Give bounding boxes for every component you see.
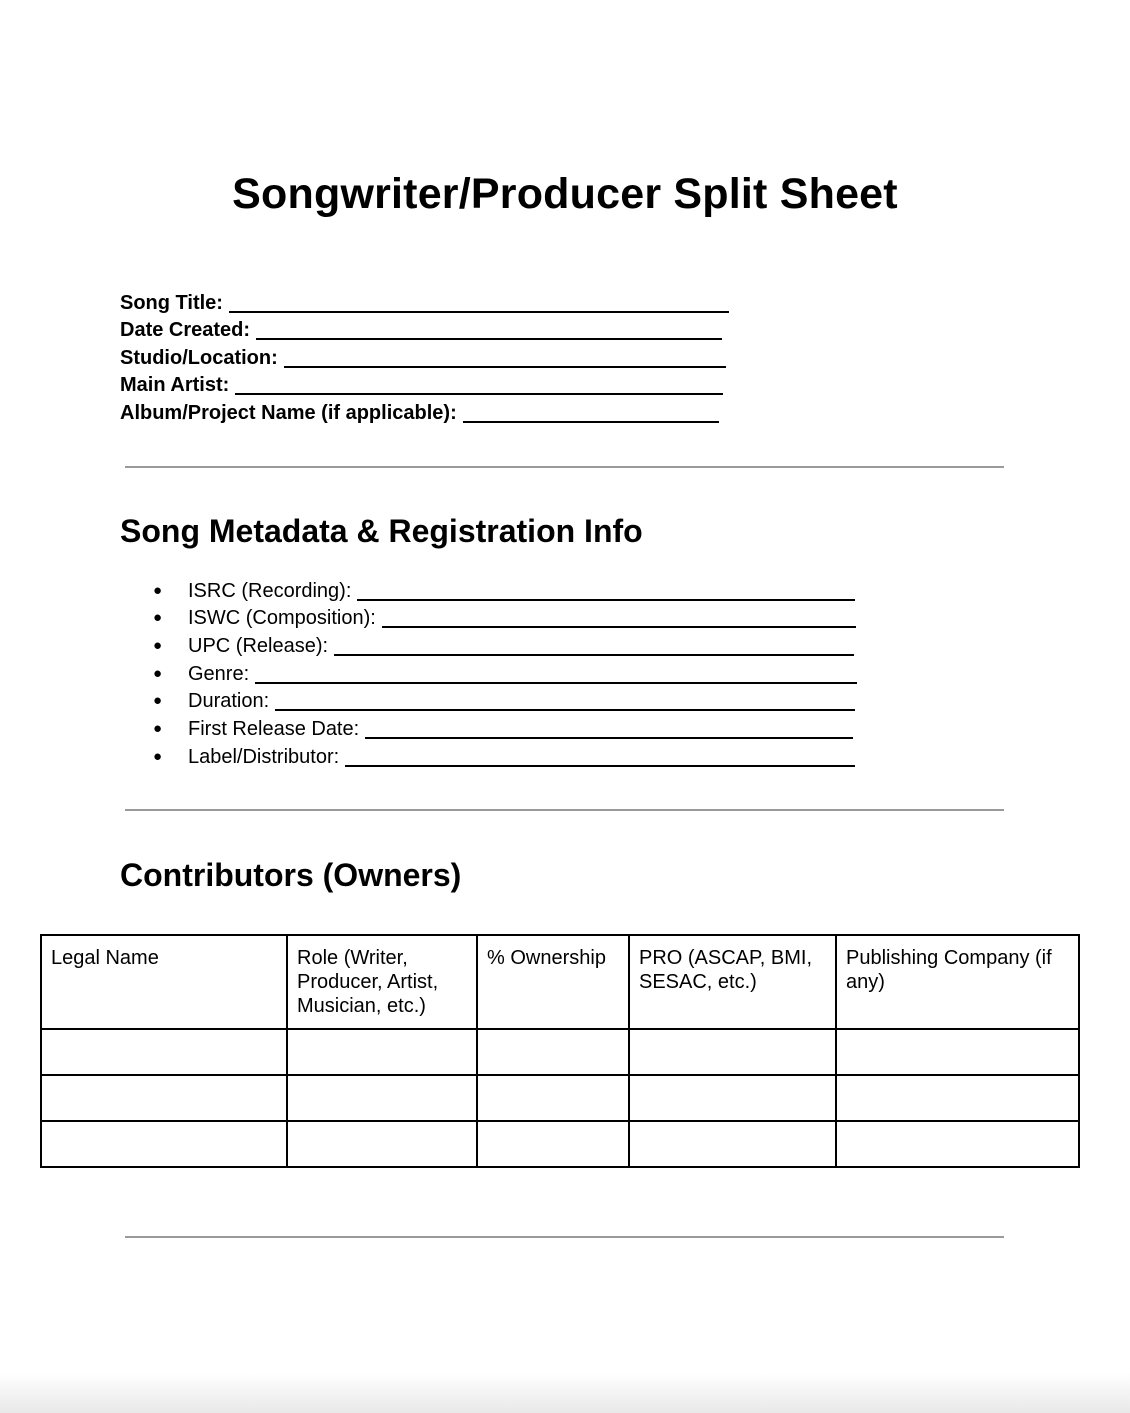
song-title-line[interactable] — [229, 311, 729, 313]
isrc-label: ISRC (Recording): — [188, 580, 352, 602]
upc-label: UPC (Release): — [188, 635, 329, 657]
table-cell[interactable] — [287, 1121, 477, 1167]
table-cell[interactable] — [836, 1029, 1079, 1075]
song-title-field[interactable] — [120, 291, 729, 315]
metadata-heading: Song Metadata & Registration Info — [120, 513, 643, 549]
page-bottom-edge — [0, 1373, 1130, 1413]
column-header-legal-name: Legal Name — [41, 935, 287, 1029]
first-release-date-label: First Release Date: — [188, 718, 360, 740]
date-created-line[interactable] — [256, 338, 722, 340]
table-cell[interactable] — [629, 1029, 836, 1075]
date-created-label: Date Created: — [120, 319, 251, 341]
table-cell[interactable] — [836, 1121, 1079, 1167]
list-item-iswc[interactable] — [153, 606, 856, 630]
first-release-date-line[interactable] — [365, 737, 853, 739]
bullet-icon: ● — [153, 637, 163, 654]
table-cell[interactable] — [41, 1029, 287, 1075]
upc-line[interactable] — [334, 654, 854, 656]
main-artist-field[interactable] — [120, 373, 723, 397]
column-header-pro: PRO (ASCAP, BMI, SESAC, etc.) — [629, 935, 836, 1029]
duration-line[interactable] — [275, 709, 855, 711]
album-project-line[interactable] — [463, 421, 719, 423]
document-title: Songwriter/Producer Split Sheet — [232, 170, 898, 218]
table-row — [41, 1121, 1079, 1167]
contributors-table — [40, 934, 1080, 1168]
list-item-upc[interactable] — [153, 634, 854, 658]
studio-location-line[interactable] — [284, 366, 726, 368]
section-divider-3 — [125, 1236, 1004, 1238]
table-header-row — [41, 935, 1079, 1029]
column-header-ownership: % Ownership — [477, 935, 629, 1029]
section-divider-2 — [125, 809, 1004, 811]
table-cell[interactable] — [287, 1029, 477, 1075]
label-distributor-label: Label/Distributor: — [188, 746, 340, 768]
table-row — [41, 1075, 1079, 1121]
table-cell[interactable] — [477, 1075, 629, 1121]
contributors-heading: Contributors (Owners) — [120, 857, 462, 893]
bullet-icon: ● — [153, 720, 163, 737]
table-cell[interactable] — [629, 1075, 836, 1121]
table-cell[interactable] — [836, 1075, 1079, 1121]
genre-label: Genre: — [188, 663, 250, 685]
duration-label: Duration: — [188, 690, 270, 712]
list-item-label-distributor[interactable] — [153, 745, 855, 769]
iswc-label: ISWC (Composition): — [188, 607, 376, 629]
iswc-line[interactable] — [382, 626, 856, 628]
table-cell[interactable] — [477, 1029, 629, 1075]
song-title-label: Song Title: — [120, 292, 223, 314]
bullet-icon: ● — [153, 609, 163, 626]
bullet-icon: ● — [153, 665, 163, 682]
bullet-icon: ● — [153, 692, 163, 709]
list-item-duration[interactable] — [153, 689, 855, 713]
label-distributor-line[interactable] — [345, 765, 855, 767]
list-item-isrc[interactable] — [153, 579, 855, 603]
isrc-line[interactable] — [357, 599, 855, 601]
table-cell[interactable] — [41, 1121, 287, 1167]
list-item-first-release-date[interactable] — [153, 717, 853, 741]
main-artist-label: Main Artist: — [120, 374, 230, 396]
table-cell[interactable] — [629, 1121, 836, 1167]
main-artist-line[interactable] — [235, 393, 723, 395]
table-cell[interactable] — [287, 1075, 477, 1121]
column-header-role: Role (Writer, Producer, Artist, Musician, etc.) — [287, 935, 477, 1029]
column-header-publishing-company: Publishing Company (if any) — [836, 935, 1079, 1029]
bullet-icon: ● — [153, 582, 163, 599]
genre-line[interactable] — [255, 682, 857, 684]
section-divider-1 — [125, 466, 1004, 468]
table-cell[interactable] — [477, 1121, 629, 1167]
table-cell[interactable] — [41, 1075, 287, 1121]
table-row — [41, 1029, 1079, 1075]
album-project-field[interactable] — [120, 401, 719, 425]
studio-location-field[interactable] — [120, 346, 726, 370]
album-project-label: Album/Project Name (if applicable): — [120, 402, 457, 424]
studio-location-label: Studio/Location: — [120, 347, 278, 369]
list-item-genre[interactable] — [153, 662, 857, 686]
date-created-field[interactable] — [120, 318, 722, 342]
bullet-icon: ● — [153, 748, 163, 765]
